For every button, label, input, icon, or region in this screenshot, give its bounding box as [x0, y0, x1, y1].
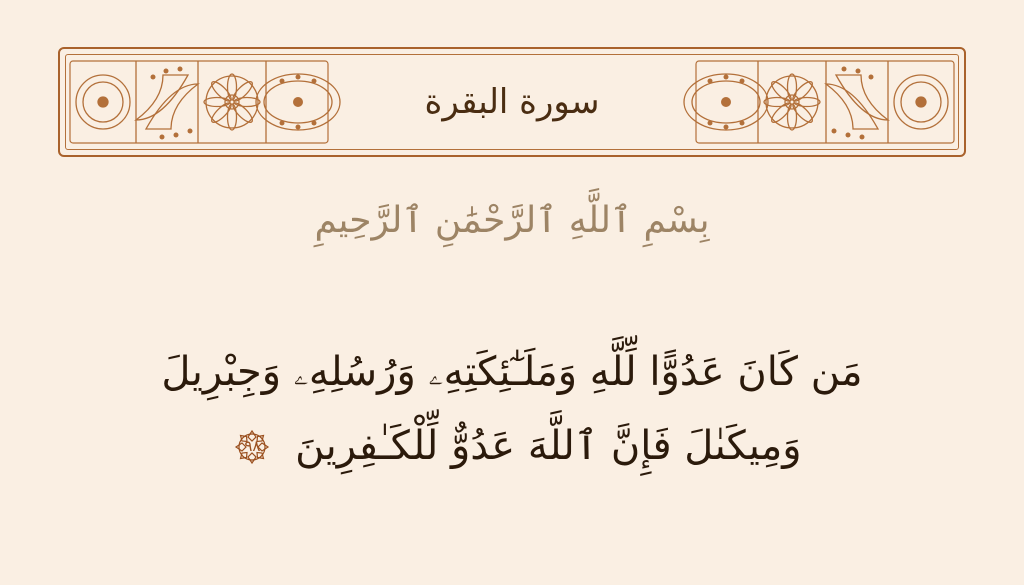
basmala-text: بِسْمِ ٱللَّهِ ٱلرَّحْمَٰنِ ٱلرَّحِيمِ: [314, 200, 710, 241]
ayah-line-text: وَمِيكَىٰلَ فَإِنَّ ٱللَّهَ عَدُوٌّ لِّلْكَـٰفِرِينَ: [295, 423, 802, 469]
ayah-line: مَن كَانَ عَدُوًّا لِّلَّهِ وَمَلَـٰٓئِكَتِهِۦ وَرُسُلِهِۦ وَجِبْرِيلَ: [161, 349, 863, 395]
ayah-number: ٩٨: [244, 437, 261, 456]
surah-header-banner: [58, 47, 966, 157]
ayah-line: [60, 409, 964, 483]
page-title: سورة البقرة: [424, 82, 600, 122]
ayah-text-block: [60, 335, 964, 483]
ayah-number-badge: [232, 427, 272, 467]
